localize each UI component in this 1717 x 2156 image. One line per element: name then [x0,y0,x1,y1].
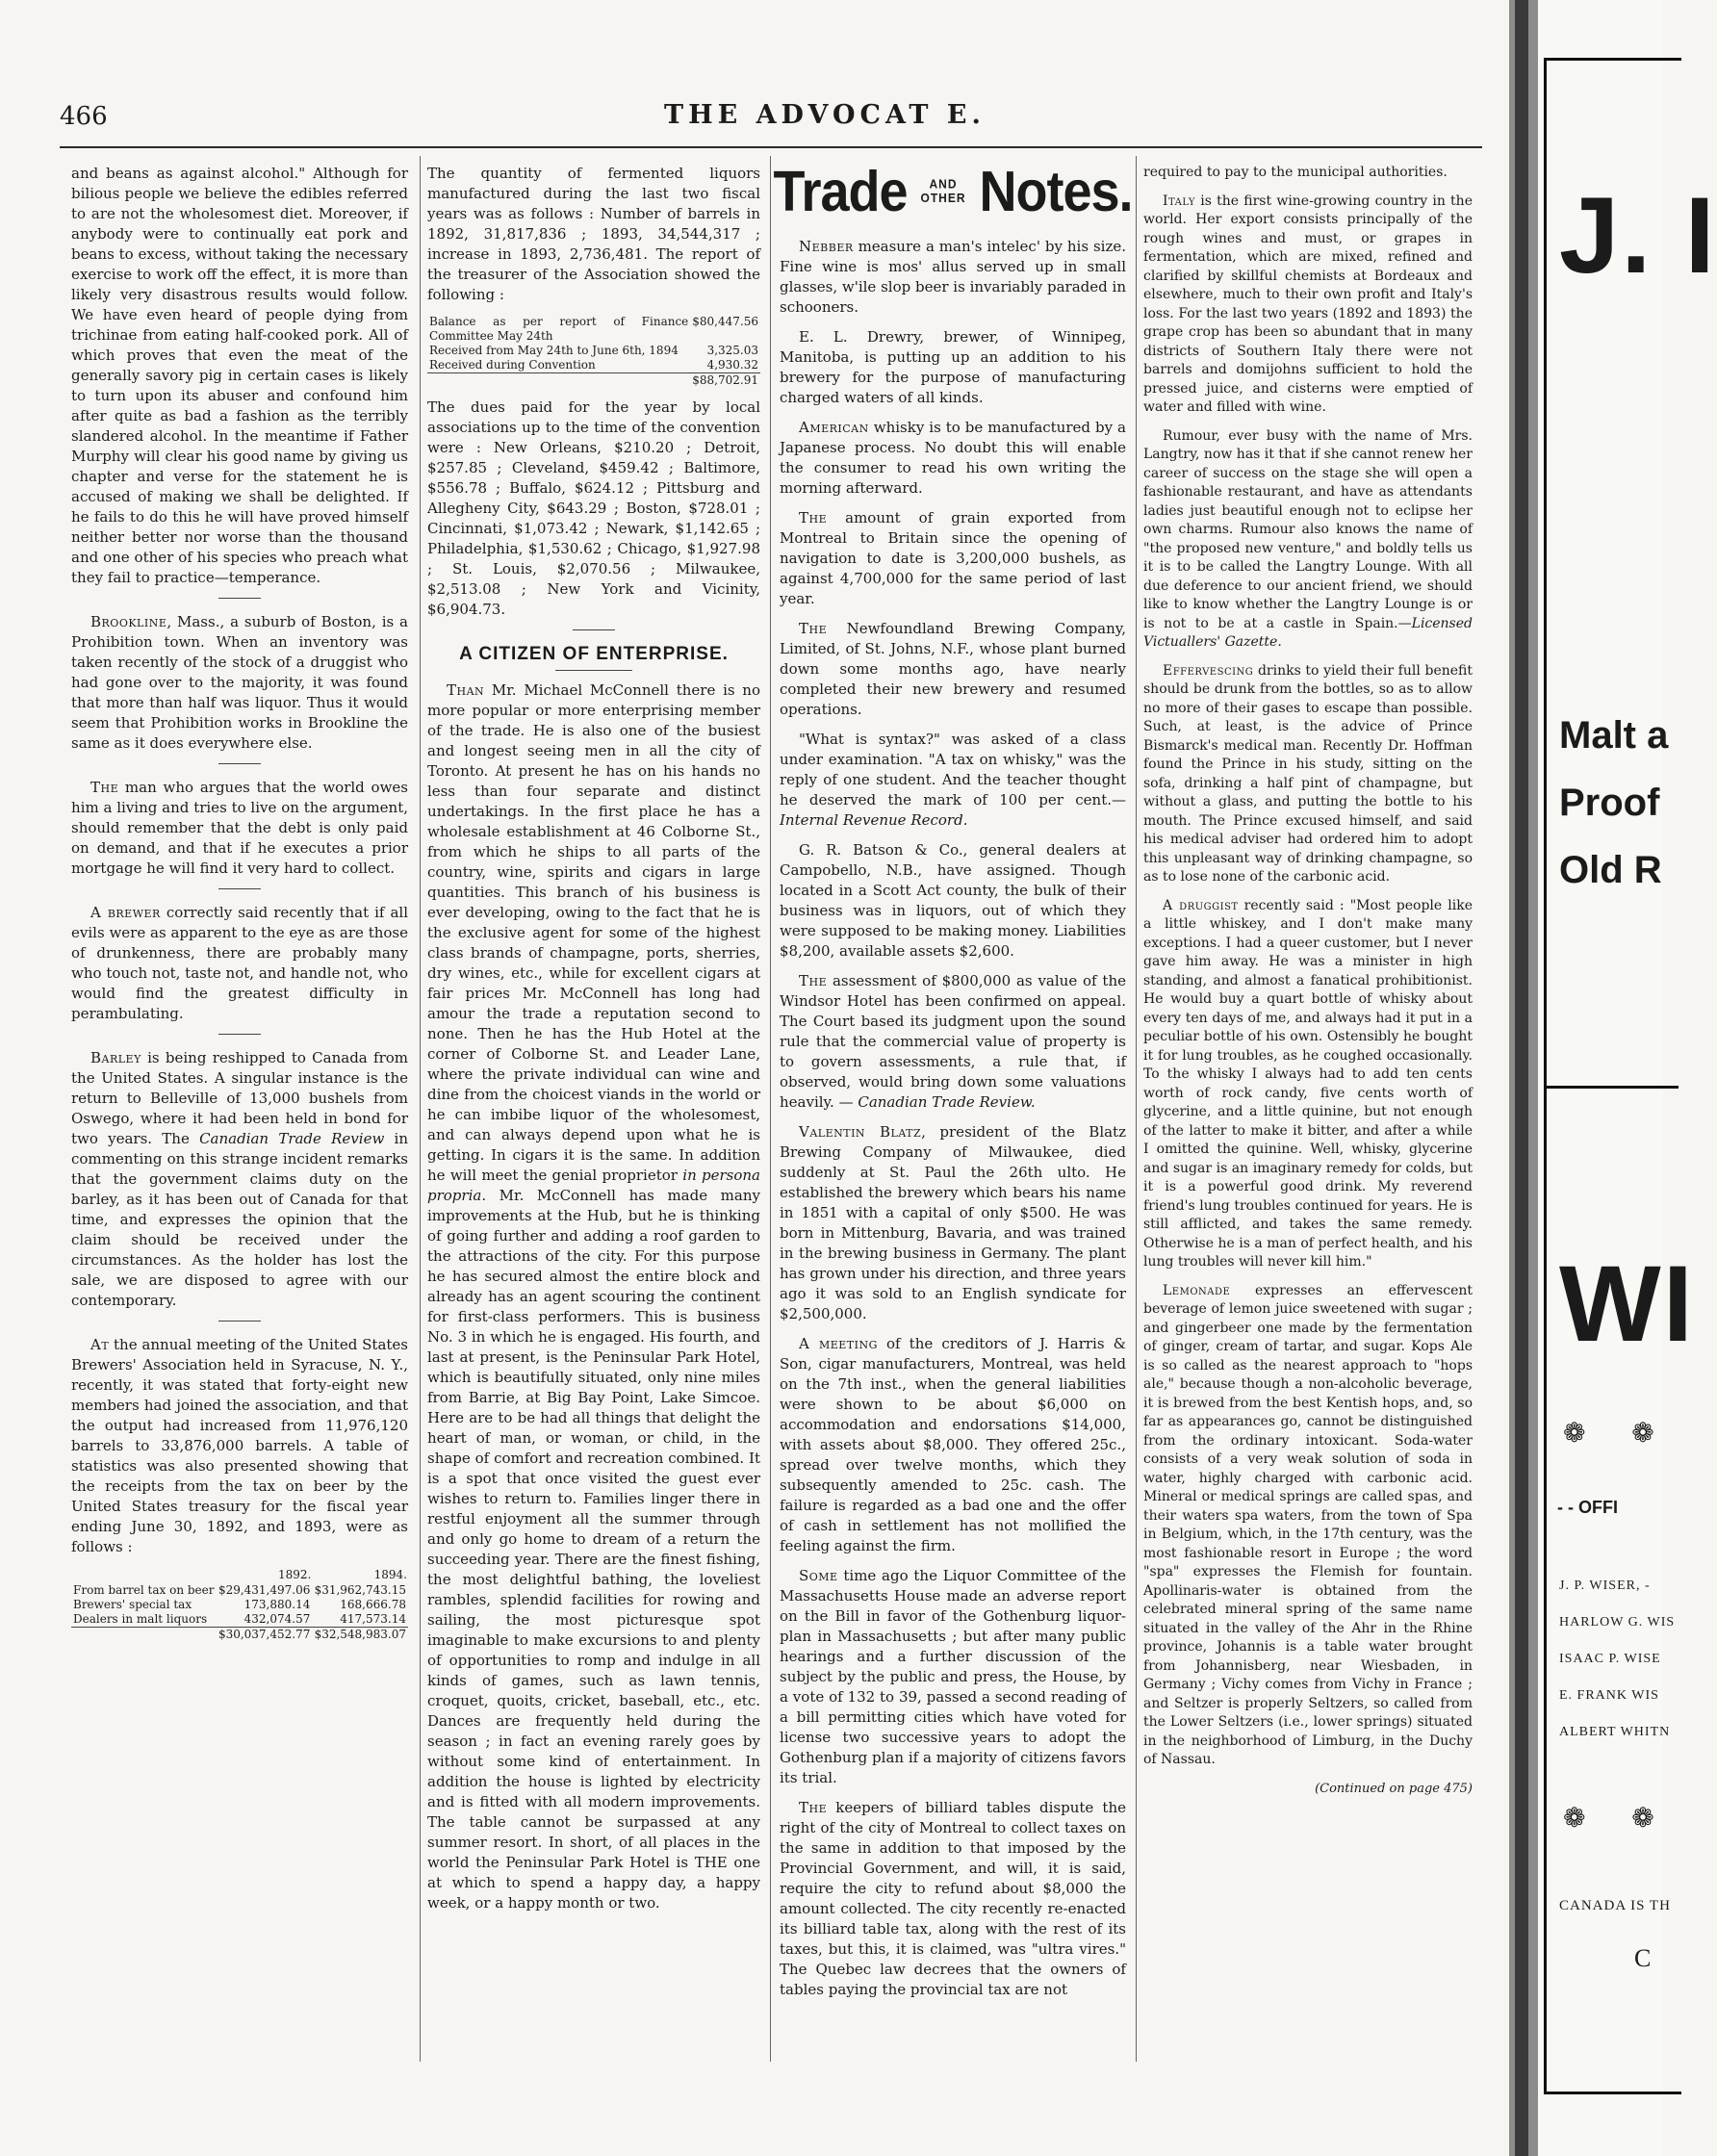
ad-line: Malt a [1559,714,1669,757]
table-row: Brewers' special tax 173,880.14 168,666.78 [73,1598,406,1611]
continued-note: (Continued on page 475) [1315,1781,1473,1796]
flower-ornament-icon: ❁ ❁ [1563,1418,1674,1448]
ad-line: Proof [1559,782,1660,824]
article-paragraph: "What is syntax?" was asked of a class under examination. "A tax on whisky," was the reply of one student. And the teacher thought he deserved the mark of 100 per cent.—Internal Revenue Record. [780,731,1126,829]
table-row: Dealers in malt liquors 432,074.57 417,573.14 [73,1612,406,1626]
article-paragraph: E. L. Drewry, brewer, of Winnipeg, Manitoba, is putting up an addition to his brewery for the purpose of manufacturing charged waters of all kinds. [780,328,1126,406]
ad-border [1544,58,1681,2094]
article-paragraph: A brewer correctly said recently that if all evils were as apparent to the eye as are those of drunkenness, there are probably many who touch not, taste not, and handle not, who would find the greatest difficulty in perambulating. [71,904,408,1022]
article-paragraph: and beans as against alcohol." Although for bilious people we believe the edibles referred to are not the wholesomest diet. Moreover, if anybody were to continually eat pork and beans to excess, without taking the necessary exercise to work off the effect, it is more than likely very disastrous results would follow. We have even heard of people dying from trichinae from eating half-cooked pork. All of which proves that even the meat of the generally savory pig in certain cases is likely to turn upon its abuser and confound him after quite as bad a fashion as the terribly slandered alcohol. In the meantime if Father Murphy will clear his good name by giving us chapter and verse for the statement he is accused of making we shall be delighted. If he fails to do this he will have proved himself neither better nor worse than the thousand and one other of his species who preach what they fail to practice—temperance. [71,165,408,586]
ad-name: E. FRANK WIS [1559,1688,1659,1703]
separator [555,670,632,671]
running-head-title: THE ADVOCAT E. [664,100,986,130]
article-paragraph: Rumour, ever busy with the name of Mrs. Langtry, now has it that if she cannot renew her career of success on the stage she will open a fashionable restaurant, and have as attendants ladies just beautiful enough not to eclipse her own charms. Rumour also knows the name of "the proposed new venture," and boldly tells us it is to be called the Langtry Lounge. With all due deference to our ancient friend, we should like to know whether the Langtry Lounge is or is not to be at a castle in Spain.—Licensed Victuallers' Gazette. [1143,427,1473,650]
adjacent-page-advertisement [1538,0,1717,2156]
section-heading: A CITIZEN OF ENTERPRISE. [459,644,729,664]
article-paragraph: Effervescing drinks to yield their full benefit should be drunk from the bottles, so as to allow no more of their gases to escape than possible. Such, at least, is the advice of Prince Bismarck's medical man. Recently Dr. Hoffman found the Prince in his study, sitting on the sofa, drinking a half pint of champagne, but without a glass, and putting the bottle to his mouth. The Prince excused himself, and said his medical adviser had ordered him to adopt this unpleasant way of drinking champagne, so as to lose none of the carbonic acid. [1143,662,1473,885]
ad-name: J. P. WISER, - [1559,1578,1651,1593]
article-paragraph: Some time ago the Liquor Committee of the Massachusetts House made an adverse report on the Bill in favor of the Gothenburg liquor-plan in Massachusetts ; but after many public hearings and a further discussion of the subject by the public and press, the House, by a vote of 132 to 39, passed a second reading of a bill permitting cities which have voted for license two successive years to adopt the Gothenburg plan if a majority of citizens favors its trial. [780,1567,1126,1786]
article-paragraph: Than Mr. Michael McConnell there is no more popular or more enterprising member of the trade. He is also one of the busiest and longest seeing men in all the city of Toronto. At present he has on his hands no less than four separate and distinct undertakings. In the first place he has a wholesale establishment at 46 Colborne St., from which he ships to all parts of the country, wine, spirits and cigars in large quantities. This branch of his business is ever developing, owing to the fact that he is the exclusive agent for some of the highest class brands of champagne, ports, sherries, dry wines, etc., while for excellent cigars at fair prices Mr. McConnell has long had amour the trade a reputation second to none. Then he has the Hub Hotel at the corner of Colborne St. and Leader Lane, where the private individual can wine and dine from the choicest viands in the world or he can imbibe liquor of the wholesomest, and can always depend upon what he is getting. In cigars it is the same. In addition he will meet the genial proprietor in persona propria. Mr. McConnell has made many improvements at the Hub, but he is thinking of going further and adding a roof garden to the attractions of the city. For this purpose he has secured almost the entire block and already has an agent scouring the continent for first-class performers. This is business No. 3 in which he is engaged. His fourth, and last at present, is the Peninsular Park Hotel, which is beautifully situated, only nine miles from Barrie, at Big Bay Point, Lake Simcoe. Here are to be had all things that delight the heart of man, or woman, or child, in the shape of comfort and recreation combined. It is a spot that once visited the guest ever wishes to return to. Families linger there in restful enjoyment all the summer through and only go home to dream of a return the succeeding year. There are the finest fishing, the most delightful bathing, the loveliest rambles, splendid facilities for rowing and sailing, the most picturesque spot imaginable to make excursions to and plenty of opportunities to romp and indulge in all kinds of games, such as lawn tennis, croquet, quoits, cricket, baseball, etc., etc. Dances are frequently held during the season ; in fact an evening rarely goes by without some kind of entertainment. In addition the house is lighted by electricity and is fitted with all modern improvements. The table cannot be surpassed at any summer resort. In short, of all places in the world the Peninsular Park Hotel is THE one at which to spend a happy day, a happy week, or a happy month or two. [427,681,760,1912]
beer-tax-table: 1892. 1894. From barrel tax on beer $29,431,497.06 $31,962,743.15 Brewers' special tax 173,880.14 168,666.78 Dealers in malt liquors 432,074.57 417,573.14 $30,037,452.77 $32,548,983.07 [73,1568,407,1641]
ad-name: ISAAC P. WISE [1559,1652,1661,1666]
table-row: From barrel tax on beer $29,431,497.06 $31,962,743.15 [73,1583,406,1597]
separator [218,763,261,764]
table-row: Received during Convention 4,930.32 [429,358,758,372]
article-paragraph: Brookline, Mass., a suburb of Boston, is a Prohibition town. When an inventory was taken recently of the stock of a druggist who had gone over to the majority, it was found that more than half was liquor. Thus it would seem that Prohibition works in Brookline the same as it does everywhere else. [71,613,408,752]
column-rule [420,156,421,2062]
page-number: 466 [60,102,108,131]
ad-headline: WI [1559,1244,1695,1364]
article-paragraph: Nebber measure a man's intelec' by his size. Fine wine is mos' allus served up in small glasses, w'ile slop beer is invariably paraded in schooners. [780,238,1126,316]
table-row: Balance as per report of Finance Committee May 24th $80,447.56 [429,315,758,343]
column-rule [1136,156,1137,2062]
treasurer-table [427,315,760,388]
article-paragraph: required to pay to the municipal authorities. [1143,165,1448,180]
article-paragraph: G. R. Batson & Co., general dealers at Campobello, N.B., have assigned. Though located in a Scott Act county, the bulk of their business was in liquors, out of which they were supposed to be making money. Liabilities $8,200, available assets $2,600. [780,841,1126,960]
flower-ornament-icon: ❁ ❁ [1563,1803,1674,1833]
column-3 [773,159,1133,2050]
article-paragraph: The assessment of $800,000 as value of the Windsor Hotel has been confirmed on appeal. The Court based its judgment upon the sound rule that the commercial value of property is to govern assessments, a rule that, if observed, would bring down some valuations heavily. — Canadian Trade Review. [780,972,1126,1111]
article-paragraph: Lemonade expresses an effervescent beverage of lemon juice sweetened with sugar ; and gingerbeer one made by the fermentation of ginger, cream of tartar, and sugar. Kops Ale is so called as the nearest approach to "hops ale," because though a non-alcoholic beverage, it is brewed from the best Kentish hops, and, so far as appearances go, cannot be distinguished from the ordinary intoxicant. Soda-water consists of a very weak solution of soda in water, highly charged with carbonic acid. Mineral or medical springs are called spas, and their waters spa waters, from the town of Spa in Belgium, which, in the 17th century, was the most fashionable resort in Europe ; the word "spa" expresses the Flemish for fountain. Apollinaris-water is obtained from the celebrated mineral spring of the same name situated in the valley of the Ahr in the Rhine province, Johannis is a table water brought from Johannisberg, near Wiesbaden, in Germany ; Vichy comes from Vichy in France ; and Seltzer is properly Seltzers, so called from the Lower Seltzers (i.e., lower springs) situated in the neighborhood of Limburg, in the Duchy of Nassau. [1143,1282,1473,1767]
article-paragraph: A meeting of the creditors of J. Harris & Son, cigar manufacturers, Montreal, was held on the 7th inst., when the general liabilities were shown to be about $6,000 on accommodation and endorsations $14,000, with assets about $8,000. They offered 25c., spread over twelve months, which they subsequently amended to 25c. cash. The failure is regarded as a bad one and the offer of cash in settlement has not mollified the feeling against the firm. [780,1335,1126,1554]
article-paragraph: The quantity of fermented liquors manufactured during the last two fiscal years was as follows : Number of barrels in 1892, 31,817,836 ; 1893, 34,544,317 ; increase in 1893, 2,736,481. The report of the treasurer of the Association showed the following : [427,165,760,303]
article-paragraph: The amount of grain exported from Montreal to Britain since the opening of navigation to date is 3,200,000 bushels, as against 4,700,000 for the same period of last year. [780,509,1126,607]
separator [218,1321,261,1322]
trade-notes-title: Trade AND OTHER Notes. [773,159,1133,223]
article-paragraph: The dues paid for the year by local associations up to the time of the convention were : New Orleans, $210.20 ; Detroit, $257.85 ; Cleveland, $459.42 ; Baltimore, $556.78 ; Buffalo, $624.12 ; Pittsburg and Allegheny City, $643.29 ; Boston, $728.01 ; Cincinnati, $1,073.42 ; Newark, $1,142.65 ; Philadelphia, $1,530.62 ; Chicago, $1,927.98 ; St. Louis, $2,070.56 ; Milwaukee, $2,513.08 ; New York and Vicinity, $6,904.73. [427,398,760,618]
article-paragraph: The man who argues that the world owes him a living and tries to live on the argument, should remember that the debt is only paid on demand, and that if he executes a prior mortgage he will find it very hard to collect. [71,779,408,877]
column-4 [1143,164,1473,2050]
ad-line: Old R [1559,849,1662,891]
article-paragraph: A druggist recently said : "Most people like a little whiskey, and I don't make many exceptions. I had a queer customer, but I never gave him away. He was a minister in high standing, and almost a fanatical prohibitionist. He would buy a quart bottle of whisky about every ten days of me, and always had it put in a peculiar bottle of his own. Ostensibly he bought it for lung troubles, as he coughed occasionally. To the whisky I always had to add ten cents worth of rock candy, five cents worth of glycerine, and a little quinine, but not enough of the latter to make it bitter, and after a while I omitted the quinine. Well, whisky, glycerine and sugar is an imaginary remedy for colds, but it is a powerful good drink. My reverend friend's lung troubles continued for years. He is still afflicted, and takes the same remedy. Otherwise he is a man of perfect health, and his lung troubles will never kill him." [1143,897,1473,1270]
ad-name: HARLOW G. WIS [1559,1615,1676,1630]
ad-line: CANADA IS TH [1559,1898,1671,1913]
ad-line: C [1634,1944,1653,1972]
article-paragraph: At the annual meeting of the United States Brewers' Association held in Syracuse, N. Y., recently, it was stated that forty-eight new members had joined the association, and that the output had increased from 11,976,120 barrels to 33,876,000 barrels. A table of statistics was also presented showing that the receipts from the tax on beer by the United States treasury for the fiscal year ending June 30, 1892, and 1893, were as follows : [71,1336,408,1555]
separator [218,598,261,599]
article-paragraph: Valentin Blatz, president of the Blatz Brewing Company of Milwaukee, died suddenly at St. Paul the 26th ulto. He established the brewery which bears his name in 1851 with a capital of only $500. He was born in Mittenburg, Bavaria, and was trained in the brewing business in Germany. The plant has grown under his direction, and three years ago it was sold to an English syndicate for $2,500,000. [780,1123,1126,1322]
table-row: $88,702.91 [427,373,760,389]
table-row: Received from May 24th to June 6th, 1894 3,325.03 [429,344,758,357]
table-row: $30,037,452.77 $32,548,983.07 [71,1628,408,1643]
header-rule [60,146,1482,148]
ad-headline: J. I [1559,175,1717,295]
article-paragraph: Barley is being reshipped to Canada from the United States. A singular instance is the return to Belleville of 13,000 bushels from Oswego, where it had been held in bond for two years. The Canadian Trade Review in commenting on this strange incident remarks that the government claims duty on the barley, as it has been out of Canada for that time, and expresses the opinion that the claim should be received under the circumstances. As the holder has lost the sale, we are disposed to agree with our contemporary. [71,1049,408,1309]
ad-divider [1544,1086,1679,1089]
article-paragraph: The keepers of billiard tables dispute the right of the city of Montreal to collect taxes on the same in addition to that imposed by the Provincial Government, and will, it is said, require the city to refund about $8,000 the amount collected. The city recently re-enacted its billiard table tax, along with the rest of its taxes, but this, it is claimed, was "ultra vires." The Quebec law decrees that the owners of tables paying the provincial tax are not [780,1799,1126,1998]
separator [218,1034,261,1035]
column-rule [770,156,771,2062]
separator [218,888,261,889]
article-paragraph: American whisky is to be manufactured by a Japanese process. No doubt this will enable the consumer to read his own writing the morning afterward. [780,419,1126,497]
separator [573,629,615,630]
ad-line: - - OFFI [1557,1498,1618,1517]
page-gutter-shadow [1515,0,1528,2156]
column-2 [427,164,760,2050]
column-1 [71,164,408,2050]
article-paragraph: Italy is the first wine-growing country in the world. Her export consists principally of the rough wines and must, or grapes in fermentation, which are mixed, refined and clarified by skillful chemists at Bordeaux and elsewhere, much to their own profit and Italy's loss. For the last two years (1892 and 1893) the grape crop has been so abundant that in many districts of Southern Italy there were not barrels and domijohns sufficient to hold the pressed juice, and cisterns were emptied of water and filled with wine. [1143,192,1473,415]
ad-name: ALBERT WHITN [1559,1725,1671,1739]
article-paragraph: The Newfoundland Brewing Company, Limited, of St. Johns, N.F., whose plant burned down some months ago, have nearly completed their new brewery and resumed operations. [780,620,1126,718]
